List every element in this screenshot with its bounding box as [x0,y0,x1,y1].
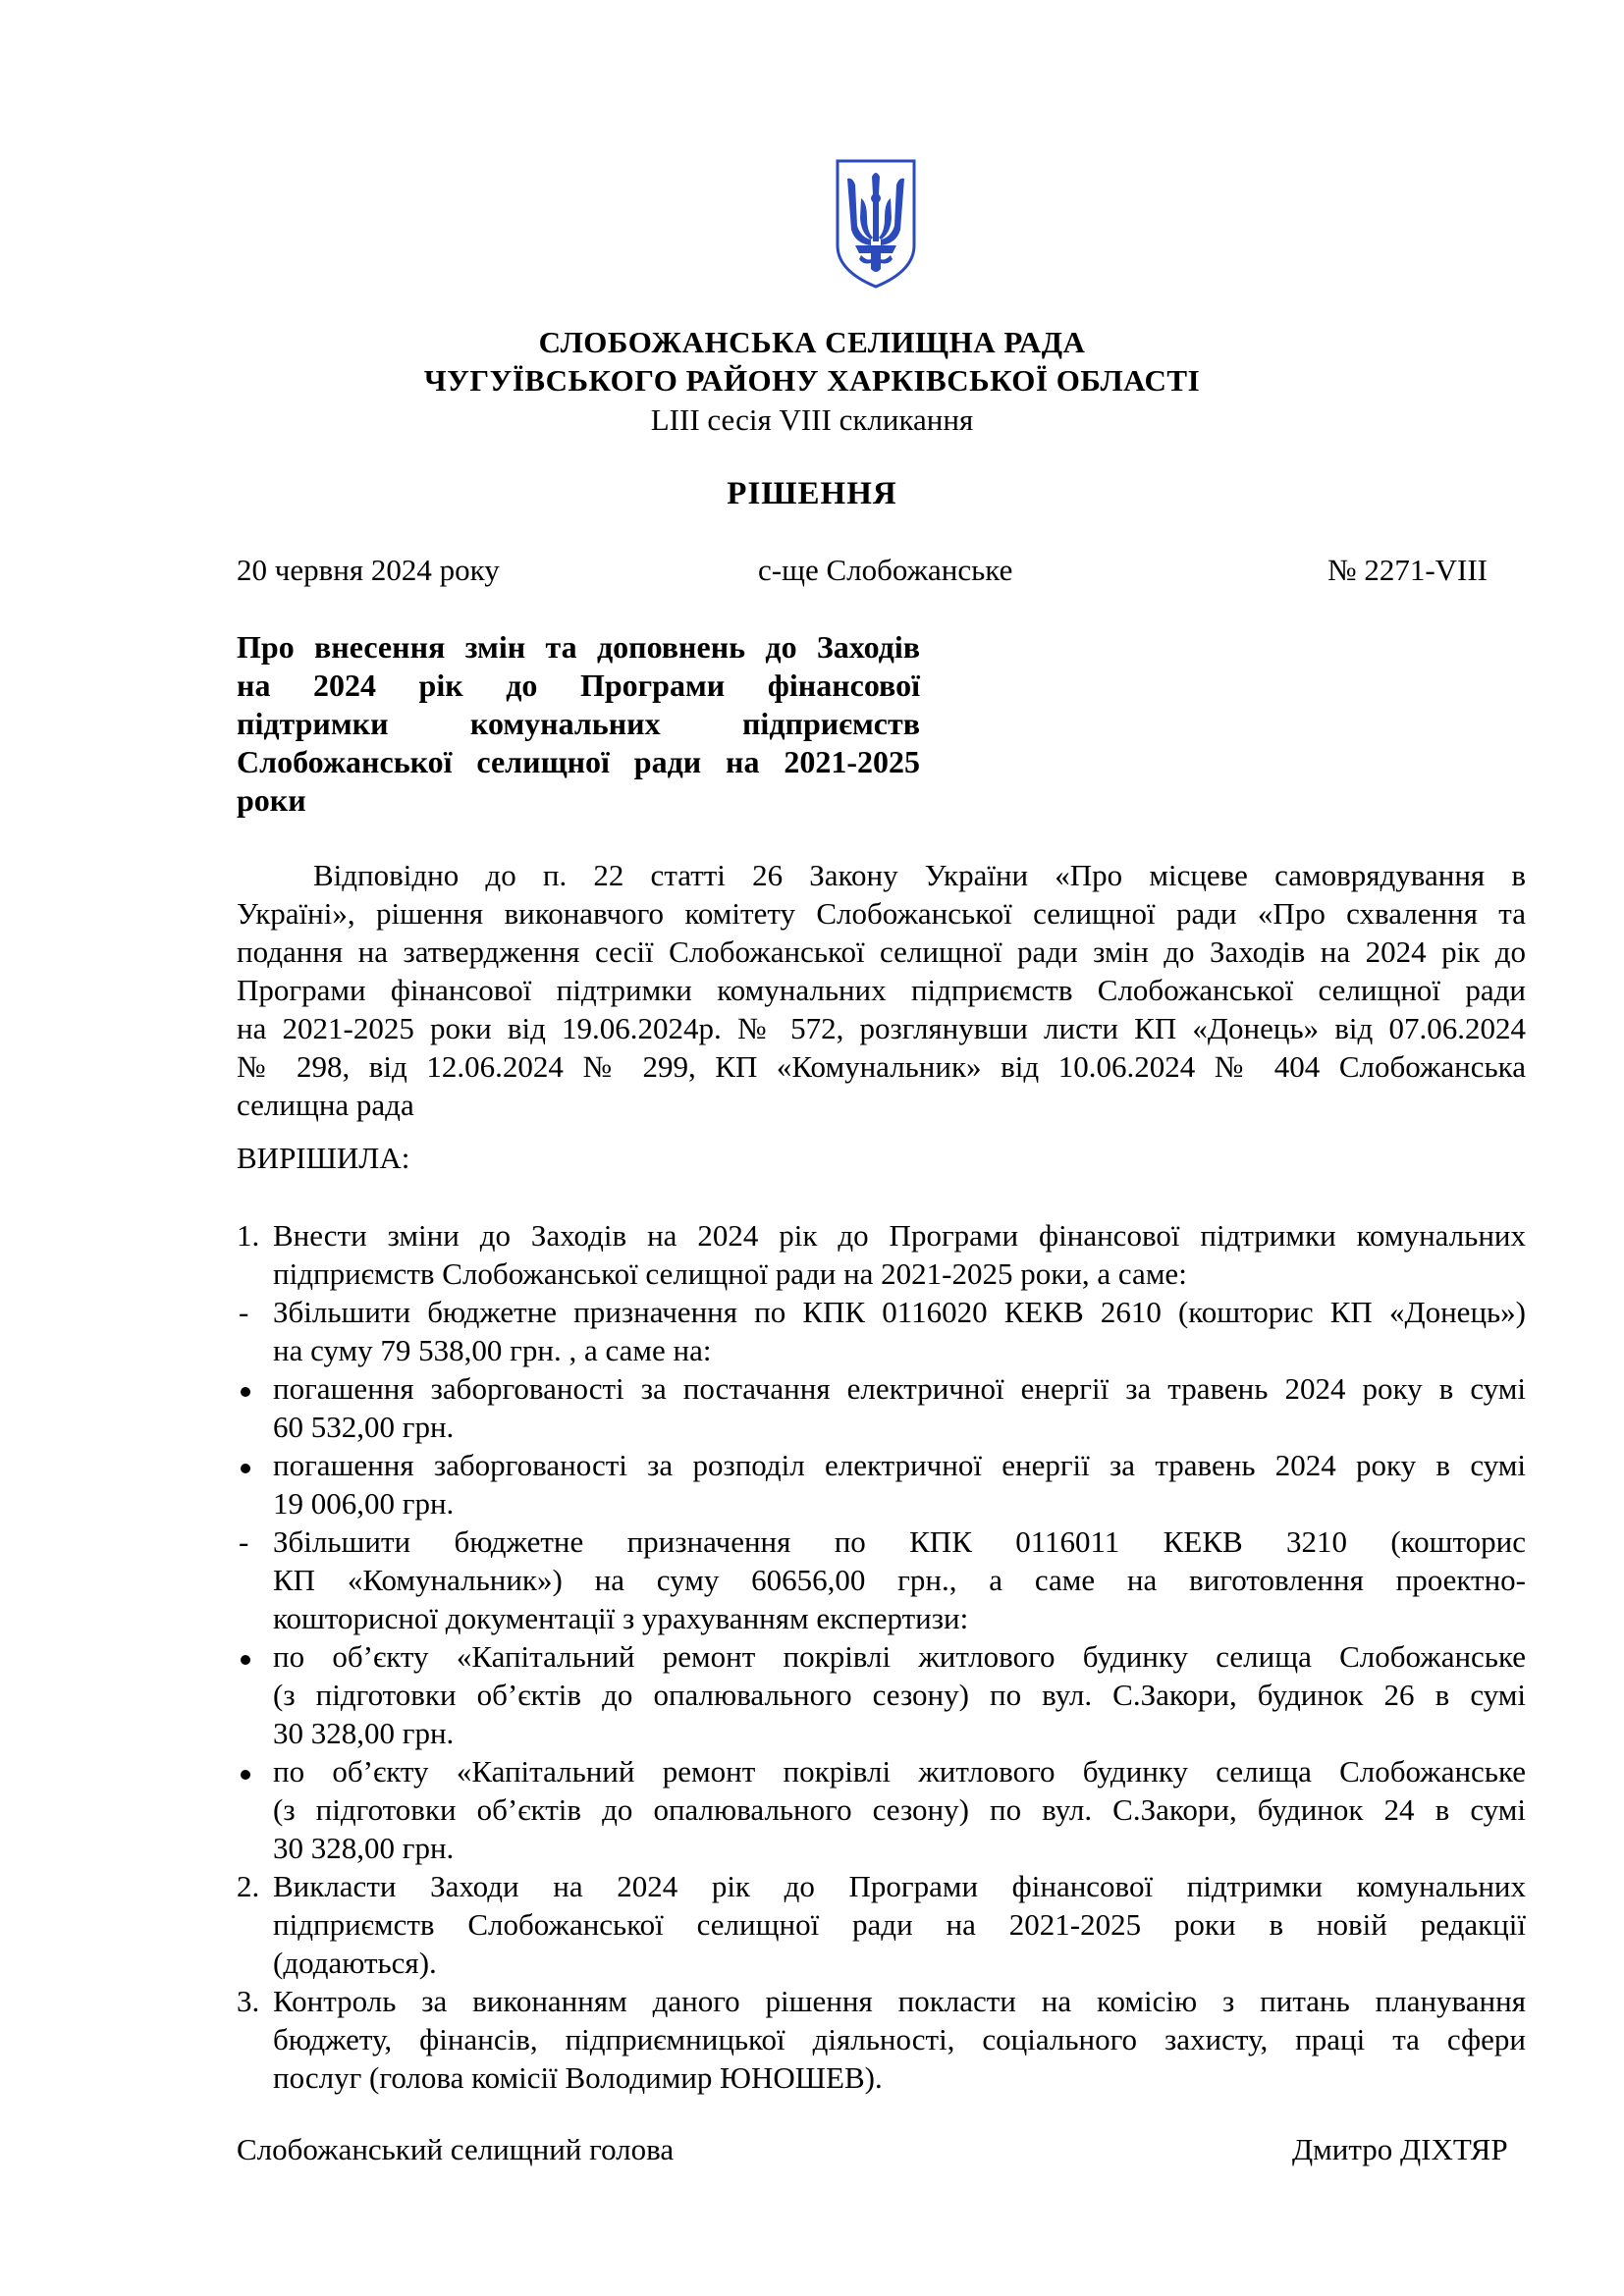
item-line: Контроль за виконанням даного рішення покласти на комісію з питань планування [273,1984,1526,2018]
document-type-title: РІШЕННЯ [727,476,897,511]
item-number: 1. [237,1218,260,1253]
item-line: (з підготовки об’єктів до опалювального сезону) по вул. С.Закори, будинок 24 в сумі [273,1792,1526,1827]
dash-marker: - [239,1295,249,1329]
item-line: на суму 79 538,00 грн. , а саме на: [273,1333,712,1367]
decision-subject [237,628,920,820]
item-line: (додаються). [273,1946,437,1980]
item-line: 30 328,00 грн. [273,1716,455,1750]
subject-line: підтримки комунальних підприємств [237,706,920,741]
signature-title: Слобожанський селищний голова [237,2132,675,2166]
item-line: Внести зміни до Заходів на 2024 рік до Програми фінансової підтримки комунальних [273,1218,1526,1253]
organization-name: СЛОБОЖАНСЬКА СЕЛИЩНА РАДА [538,325,1086,359]
item-line: Викласти Заходи на 2024 рік до Програми фінансової підтримки комунальних [273,1869,1526,1903]
item-line: погашення заборгованості за розподіл електричної енергії за травень 2024 року в сумі [273,1448,1526,1482]
decision-date: 20 червня 2024 року [237,553,500,587]
preamble-line: Програми фінансової підтримки комунальних підприємств Слобожанської селищної ради [237,973,1526,1007]
item-line: 60 532,00 грн. [273,1410,455,1444]
item-line: погашення заборгованості за постачання електричної енергії за травень 2024 року в сумі [273,1371,1526,1406]
bullet-icon [237,1369,250,1408]
subject-line: роки [237,782,306,818]
dash-marker: - [239,1524,249,1559]
item-line: по об’єкту «Капітальний ремонт покрівлі житлового будинку селища Слобожанське [273,1754,1526,1789]
preamble-line: селищна рада [237,1088,414,1122]
bullet-icon [237,1637,250,1676]
item-line: підприємств Слобожанської селищної ради на 2021-2025 роки, а саме: [273,1256,1187,1291]
item-line: по об’єкту «Капітальний ремонт покрівлі житлового будинку селища Слобожанське [273,1639,1526,1674]
session-info: LIII сесія VIII скликання [650,402,974,437]
subject-line: Слобожанської селищної ради на 2021-2025 [237,744,920,779]
preamble-paragraph [237,856,1526,1124]
decision-number: № 2271-VIII [1327,553,1489,587]
signature-name: Дмитро ДІХТЯР [1292,2132,1508,2166]
item-line: Збільшити бюджетне призначення по КПК 0116011 КЕКВ 3210 (кошторис [273,1524,1526,1559]
bullet-icon [237,1446,250,1484]
bullet-icon [237,1752,250,1790]
preamble-line: подання на затвердження сесії Слобожанської селищної ради змін до Заходів на 2024 рік до [237,934,1526,969]
preamble-line: Відповідно до п. 22 статті 26 Закону України «Про місцеве самоврядування в [313,858,1526,892]
item-line: КП «Комунальник») на суму 60656,00 грн., а саме на виготовлення проектно- [273,1563,1526,1597]
item-line: кошторисної документації з урахуванням експертизи: [273,1601,969,1635]
item-number: 2. [237,1869,260,1903]
subject-line: Про внесення змін та доповнень до Заходів [237,629,920,665]
preamble-line: Україні», рішення виконавчого комітету Слобожанської селищної ради «Про схвалення та [237,896,1526,931]
preamble-line: на 2021-2025 роки від 19.06.2024р. № 572, розглянувши листи КП «Донець» від 07.06.2024 [237,1011,1526,1045]
item-line: (з підготовки об’єктів до опалювального сезону) по вул. С.Закори, будинок 26 в сумі [273,1678,1526,1712]
item-line: Збільшити бюджетне призначення по КПК 0116020 КЕКВ 2610 (кошторис КП «Донець») [273,1295,1526,1329]
preamble-line: № 298, від 12.06.2024 № 299, КП «Комунальник» від 10.06.2024 № 404 Слобожанська [237,1049,1526,1084]
organization-district: ЧУГУЇВСЬКОГО РАЙОНУ ХАРКІВСЬКОЇ ОБЛАСТІ [423,363,1201,398]
item-line: підприємств Слобожанської селищної ради на 2021-2025 роки в новій редакції [273,1907,1526,1942]
decision-place: с-ще Слобожанське [758,553,1013,587]
decided-label: ВИРІШИЛА: [237,1141,410,1175]
item-number: 3. [237,1984,260,2018]
item-line: бюджету, фінансів, підприємницької діяльності, соціального захисту, праці та сфери [273,2022,1526,2056]
item-line: 30 328,00 грн. [273,1831,455,1865]
item-line: послуг (голова комісії Володимир ЮНОШЕВ). [273,2060,883,2095]
ukraine-trident-coat-of-arms-icon [832,155,920,291]
subject-line: на 2024 рік до Програми фінансової [237,667,920,703]
item-line: 19 006,00 грн. [273,1486,455,1521]
